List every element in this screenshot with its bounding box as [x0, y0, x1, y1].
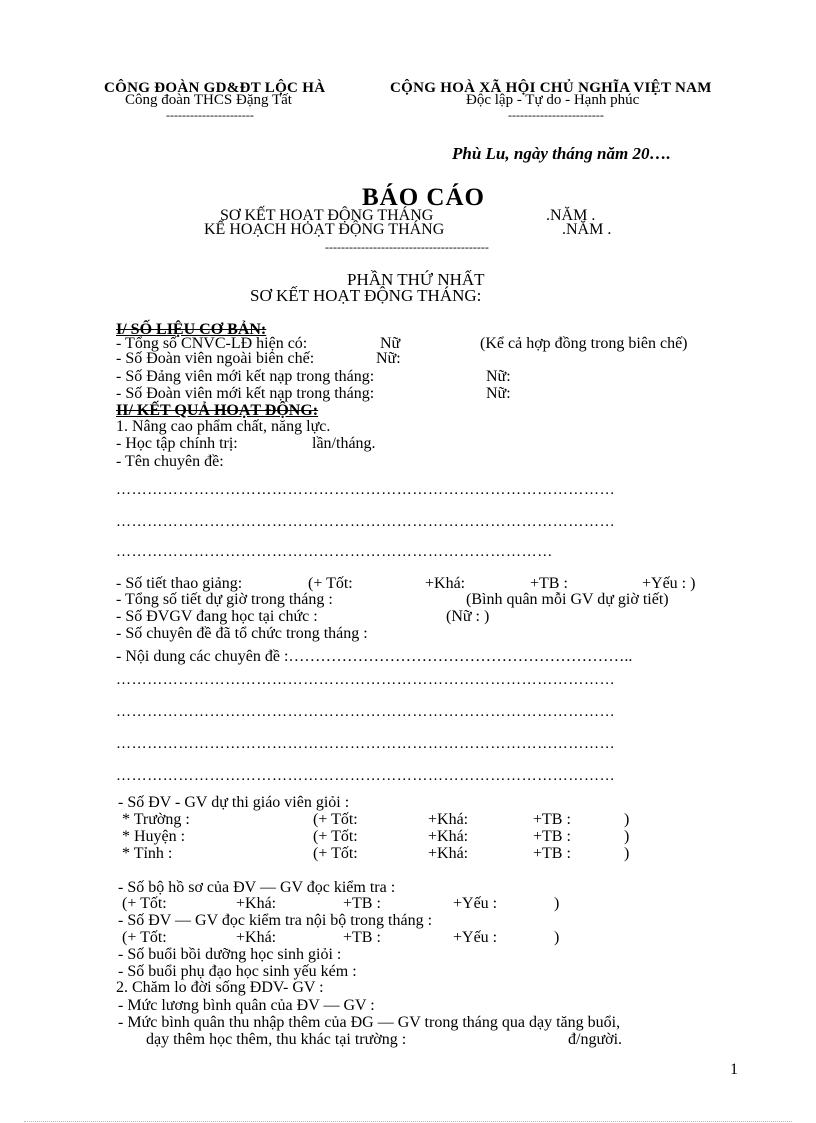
item-1: 1. Nâng cao phẩm chất, năng lực. [116, 418, 331, 435]
report-title: BÁO CÁO [362, 184, 485, 211]
section-2-heading: II/ KẾT QUẢ HOẠT ĐỘNG: [116, 402, 319, 419]
part-heading: PHẦN THỨ NHẤT [347, 270, 485, 289]
extra-income-cont: dạy thêm học thêm, thu khác tại trường : [146, 1031, 407, 1048]
contest-label: - Số ĐV - GV dự thi giáo viên giỏi : [118, 794, 350, 811]
contest-fair: +Khá: [428, 811, 469, 828]
title-rule: ----------------------------------------- [325, 240, 489, 254]
files-average: +TB : [343, 895, 381, 912]
new-party-members: - Số Đảng viên mới kết nạp trong tháng: [116, 368, 375, 385]
contest-good: (+ Tốt: [313, 845, 358, 862]
date-line: Phù Lu, ngày tháng năm 20…. [452, 144, 671, 163]
dotted-line: …………………………………………………………………………………… [116, 704, 616, 720]
contest-school: * Trường : [122, 811, 190, 828]
average-salary: - Mức lương bình quân của ĐV — GV : [118, 997, 375, 1014]
demo-good: (+ Tốt: [308, 575, 353, 592]
political-study-unit: lần/tháng. [312, 435, 376, 452]
contest-average: +TB : [533, 828, 571, 845]
internal-average: +TB : [343, 929, 381, 946]
extra-income: - Mức bình quân thu nhập thêm của ĐG — GV trong tháng qua dạy tăng buổi, [118, 1014, 621, 1031]
dotted-line: …………………………………………………………………………………… [116, 672, 616, 688]
contest-end: ) [624, 828, 630, 845]
contest-end: ) [624, 845, 630, 862]
dotted-line: …………………………………………………………………………………… [116, 736, 616, 752]
page-bottom-border [24, 1121, 792, 1122]
staff-total: - Tổng số CNVC-LĐ hiện có: [116, 335, 308, 352]
new-union-members: - Số Đoàn viên mới kết nạp trong tháng: [116, 385, 375, 402]
extra-income-unit: đ/người. [568, 1031, 623, 1048]
school-union-name: Công đoàn THCS Đặng Tất [125, 92, 292, 108]
national-motto: Độc lập - Tự do - Hạnh phúc [466, 92, 640, 108]
internal-fair: +Khá: [236, 929, 277, 946]
observed-lessons: - Tổng số tiết dự giờ trong tháng : [116, 591, 333, 608]
files-weak: +Yếu : [453, 895, 498, 912]
demo-fair: +Khá: [425, 575, 466, 592]
title-line-2: KẾ HOẠCH HOẠT ĐỘNG THÁNG [204, 221, 445, 238]
contest-fair: +Khá: [428, 845, 469, 862]
weak-student-sessions: - Số buổi phụ đạo học sinh yếu kém : [118, 963, 357, 980]
left-rule: ---------------------- [166, 108, 254, 122]
contest-average: +TB : [533, 845, 571, 862]
dotted-line: …………………………………………………………………………………… [116, 482, 616, 498]
part-subheading: SƠ KẾT HOẠT ĐỘNG THÁNG: [250, 286, 482, 305]
contest-average: +TB : [533, 811, 571, 828]
national-name: CỘNG HOÀ XÃ HỘI CHỦ NGHĨA VIỆT NAM [390, 80, 712, 96]
topic-name: - Tên chuyên đề: [116, 453, 224, 470]
inservice-female: (Nữ : ) [446, 608, 490, 625]
right-rule: ------------------------ [508, 108, 604, 122]
title-line-1-year: .NĂM . [546, 207, 596, 224]
page-number: 1 [730, 1061, 738, 1078]
contest-good: (+ Tốt: [313, 811, 358, 828]
union-name: CÔNG ĐOÀN GD&ĐT LỘC HÀ [104, 80, 326, 96]
new-union-members-female: Nữ: [486, 385, 511, 402]
demo-average: +TB : [530, 575, 568, 592]
contest-fair: +Khá: [428, 828, 469, 845]
topics-content: - Nội dung các chuyên đề :……………………………………………………….. [116, 648, 633, 665]
title-line-1: SƠ KẾT HOẠT ĐỘNG THÁNG [220, 207, 434, 224]
members-outside: - Số Đoàn viên ngoài biên chế: [116, 350, 315, 367]
demo-weak: +Yếu : ) [642, 575, 696, 592]
gifted-sessions: - Số buổi bồi dưỡng học sinh giỏi : [118, 946, 342, 963]
observed-average: (Bình quân mỗi GV dự giờ tiết) [466, 591, 669, 608]
internal-end: ) [554, 929, 560, 946]
political-study: - Học tập chính trị: [116, 435, 238, 452]
files-end: ) [554, 895, 560, 912]
topics-count: - Số chuyên đề đã tổ chức trong tháng : [116, 625, 368, 642]
internal-weak: +Yếu : [453, 929, 498, 946]
staff-note: (Kể cả hợp đồng trong biên chế) [480, 335, 688, 352]
item-2: 2. Chăm lo đời sống ĐDV- GV : [116, 979, 324, 996]
inservice-study: - Số ĐVGV đang học tại chức : [116, 608, 318, 625]
dotted-line: …………………………………………………………………………………… [116, 514, 616, 530]
contest-good: (+ Tốt: [313, 828, 358, 845]
files-fair: +Khá: [236, 895, 277, 912]
contest-district: * Huyện : [122, 828, 186, 845]
members-outside-female: Nữ: [376, 350, 401, 367]
contest-province: * Tỉnh : [122, 845, 173, 862]
dotted-line: …………………………………………………………………………………… [116, 768, 616, 784]
internal-good: (+ Tốt: [122, 929, 167, 946]
demo-lessons: - Số tiết thao giảng: [116, 575, 243, 592]
dotted-line: ………………………………………………………………………… [116, 544, 553, 560]
new-party-members-female: Nữ: [486, 368, 511, 385]
contest-end: ) [624, 811, 630, 828]
staff-female: Nữ [380, 335, 401, 352]
title-line-2-year: .NĂM . [562, 221, 612, 238]
files-good: (+ Tốt: [122, 895, 167, 912]
files-inspected: - Số bộ hồ sơ của ĐV — GV đọc kiểm tra : [118, 879, 396, 896]
internal-inspection: - Số ĐV — GV đọc kiểm tra nội bộ trong tháng : [118, 912, 433, 929]
section-1-heading: I/ SỐ LIỆU CƠ BẢN: [116, 321, 267, 338]
